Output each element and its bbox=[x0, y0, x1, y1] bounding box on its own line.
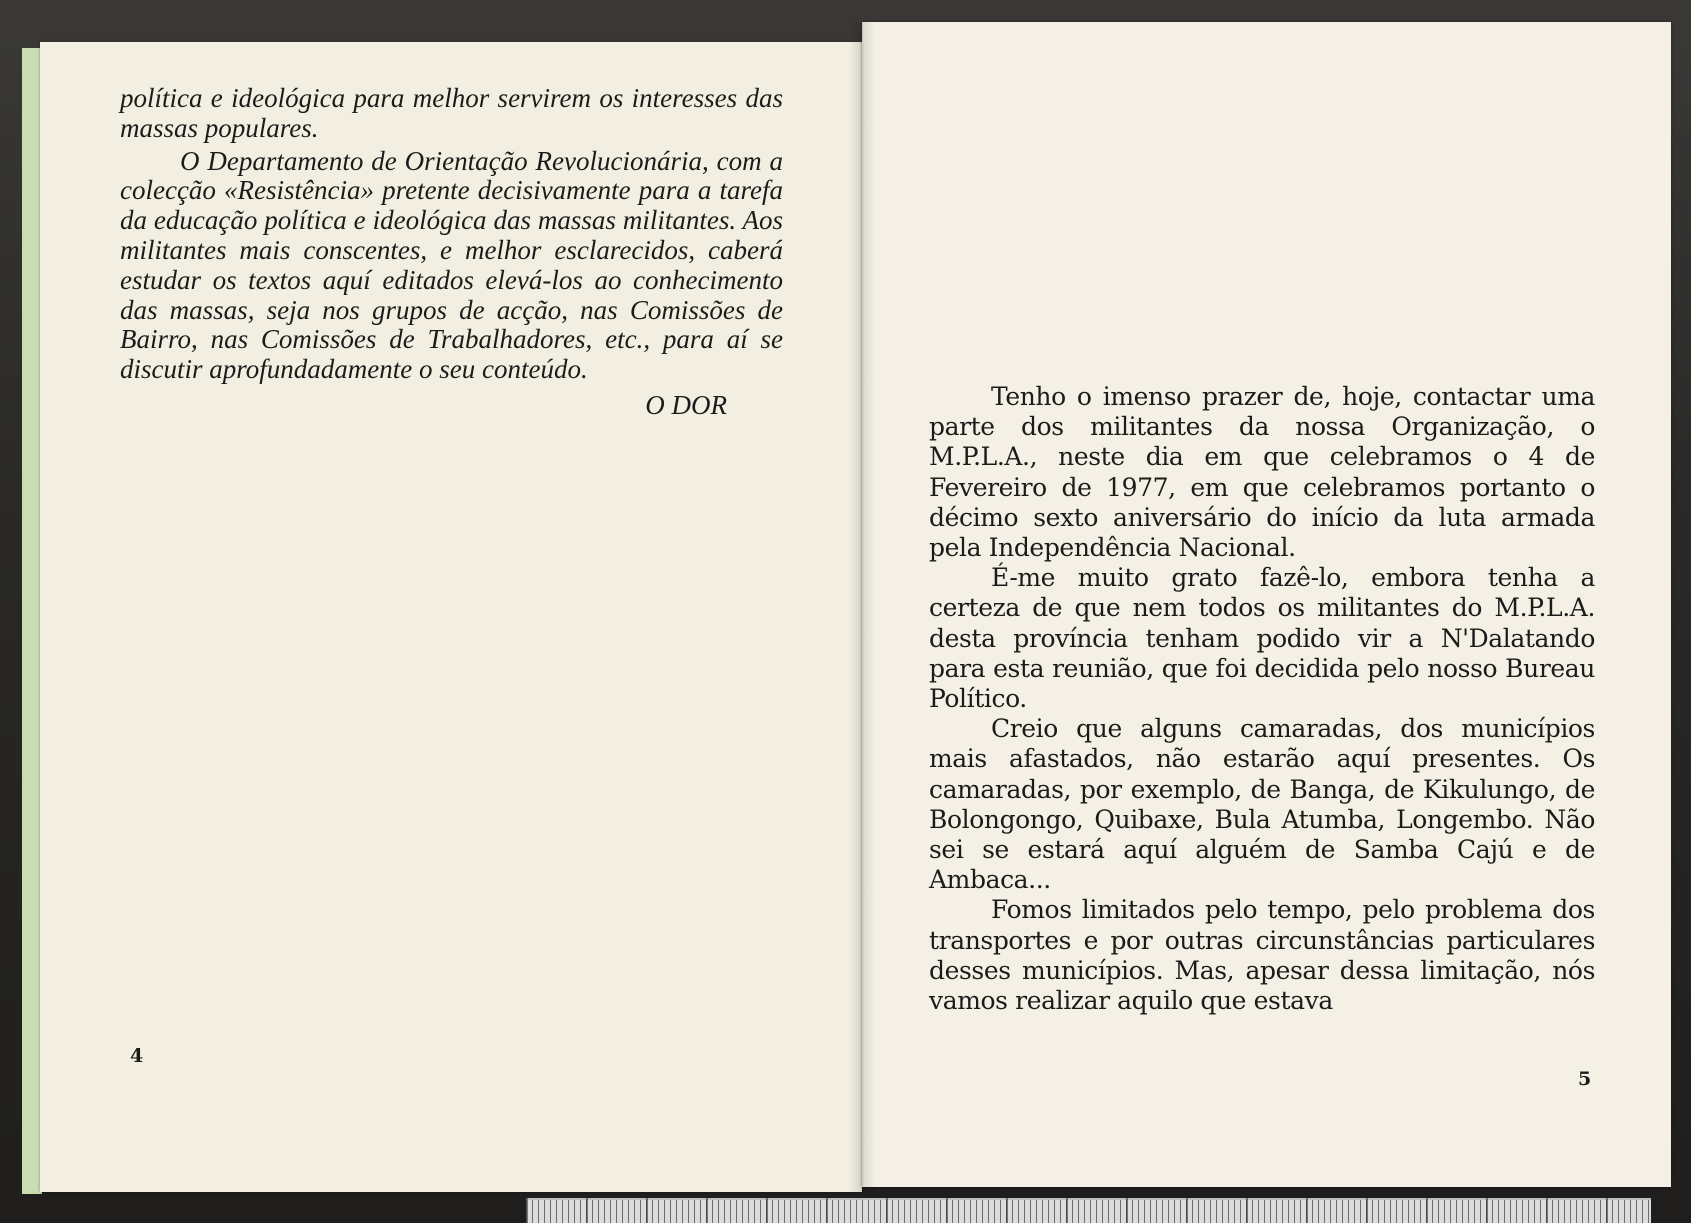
signature: O DOR bbox=[645, 389, 727, 420]
right-paragraph-1: Tenho o imenso prazer de, hoje, contactar uma parte dos militantes da nossa Organização, o M.P.L.A., neste dia em que celebramos o 4 de Fevereiro de 1977, em que celebramos portanto o décimo sexto aniversário do início da luta armada pela Independência Nacional. bbox=[929, 382, 1595, 563]
right-paragraph-4: Fomos limitados pelo tempo, pelo problema dos transportes e por outras circunstâncias particulares desses municípios. Mas, apesar dessa limitação, nós vamos realizar aquilo que estava bbox=[929, 895, 1595, 1016]
page-number-right: 5 bbox=[1578, 1068, 1592, 1090]
right-paragraph-2: É-me muito grato fazê-lo, embora tenha a certeza de que nem todos os militantes do M.P.L.A. desta província tenham podido vir a N'Dalatando para esta reunião, que foi decidida pelo nosso Bureau Político. bbox=[929, 563, 1595, 714]
bleed-through-right bbox=[925, 95, 1605, 365]
page-number-left: 4 bbox=[130, 1045, 144, 1067]
right-paragraph-3: Creio que alguns camaradas, dos municípios mais afastados, não estarão aquí presentes. Os camaradas, por exemplo, de Banga, de Kikulungo, de Bolongongo, Quibaxe, Bula Atumba, Longembo. Não sei se estará aquí alguém de Samba Cajú e de Ambaca... bbox=[929, 714, 1595, 895]
bleed-through-left bbox=[120, 450, 800, 1000]
right-page-text bbox=[929, 382, 1595, 1016]
left-page-text bbox=[120, 84, 783, 421]
cover-edge bbox=[22, 48, 42, 1194]
book-gutter bbox=[848, 22, 876, 1192]
scale-ruler-major-ticks bbox=[526, 1198, 1651, 1223]
left-paragraph-2: O Departamento de Orientação Revolucionária, com a colecção «Resistência» pretente decisivamente para a tarefa da educação política e ideológica das massas militantes. Aos militantes mais conscentes, e melhor esclarecidos, caberá estudar os textos aquí editados elevá-los ao conhecimento das massas, seja nos grupos de acção, nas Comissões de Bairro, nas Comissões de Trabalhadores, etc., para aí se discutir aprofundadamente o seu conteúdo. bbox=[120, 145, 783, 385]
left-paragraph-1: política e ideológica para melhor servirem os interesses das massas populares. bbox=[120, 83, 783, 143]
